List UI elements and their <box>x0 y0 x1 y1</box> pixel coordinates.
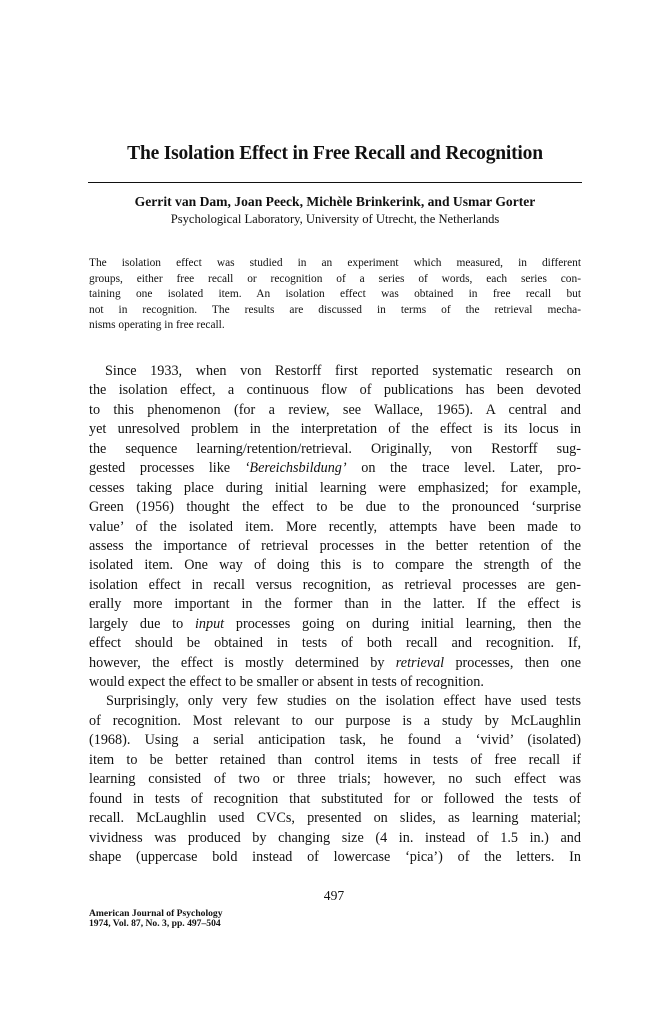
body-line: Surprisingly, only very few studies on the isolation effect have used tests <box>106 693 581 710</box>
body-line: cesses taking place during initial learning were emphasized; for example, <box>89 479 581 496</box>
abstract-line: The isolation effect was studied in an experiment which measured, in different <box>89 257 581 269</box>
journal-citation <box>89 909 223 929</box>
body-line: (1968). Using a serial anticipation task, he found a ‘vivid’ (isolated) <box>89 732 581 749</box>
body-line: Green (1956) thought the effect to be due to the pronounced ‘surprise <box>89 499 581 516</box>
body-line: shape (uppercase bold instead of lowercase ‘pica’) of the letters. In <box>89 848 581 865</box>
body-line: yet unresolved problem in the interpretation of the effect is its locus in <box>89 421 581 438</box>
body-line: vividness was produced by changing size (4 in. instead of 1.5 in.) and <box>89 829 581 846</box>
body-line: effect should be obtained in tests of both recall and recognition. If, <box>89 635 581 652</box>
italic-term: ‘Bereichsbildung’ <box>244 460 347 477</box>
body-line <box>89 459 581 478</box>
body-line: assess the importance of retrieval processes in the better retention of the <box>89 537 581 554</box>
abstract-line: taining one isolated item. An isolation effect was obtained in free recall but <box>89 288 581 301</box>
journal-volume: 1974, Vol. 87, No. 3, pp. 497–504 <box>89 918 221 929</box>
page-number: 497 <box>323 888 345 903</box>
body-line: the isolation effect, a continuous flow of publications has been devoted <box>89 382 581 399</box>
italic-term: retrieval <box>395 654 445 671</box>
body-line: value’ of the isolated item. More recently, attempts have been made to <box>89 518 581 535</box>
title-rule <box>88 182 582 183</box>
body-text-run: processes, then one <box>444 654 581 671</box>
body-line <box>89 615 581 634</box>
abstract-line: groups, either free recall or recognition of a series of words, each series con- <box>89 272 581 285</box>
body-text-run: largely due to <box>89 615 195 632</box>
body-text-run: however, the effect is mostly determined by <box>89 654 396 671</box>
body-line: erally more important in the former than in the latter. If the effect is <box>89 596 581 613</box>
journal-name: American Journal of Psychology <box>89 908 223 919</box>
body-line: isolated item. One way of doing this is to compare the strength of the <box>89 557 581 574</box>
body-line: item to be better retained than control items in tests of free recall if <box>89 751 581 768</box>
body-line: the sequence learning/retention/retrieval. Originally, von Restorff sug- <box>89 440 581 457</box>
abstract-line: not in recognition. The results are discussed in terms of the retrieval mecha- <box>89 303 581 316</box>
body-line: found in tests of recognition that substituted for or followed the tests of <box>89 790 581 807</box>
body-text-run: processes going on during initial learning, then the <box>224 615 581 632</box>
body-line: would expect the effect to be smaller or absent in tests of recognition. <box>89 674 484 690</box>
body-line: Since 1933, when von Restorff first reported systematic research on <box>105 363 581 379</box>
body-line: recall. McLaughlin used CVCs, presented on slides, as learning material; <box>89 810 581 827</box>
body-line: to this phenomenon (for a review, see Wallace, 1965). A central and <box>89 401 581 418</box>
body-line <box>89 654 581 673</box>
body-text <box>89 362 581 867</box>
paper-authors: Gerrit van Dam, Joan Peeck, Michèle Brinkerink, and Usmar Gorter <box>134 194 536 209</box>
paper-title: The Isolation Effect in Free Recall and Recognition <box>127 143 543 164</box>
abstract-line: nisms operating in free recall. <box>89 319 225 332</box>
abstract <box>89 256 581 334</box>
body-line: isolation effect in recall versus recognition, as retrieval processes are gen- <box>89 576 581 593</box>
paper-affiliation: Psychological Laboratory, University of Utrecht, the Netherlands <box>170 212 500 226</box>
italic-term: input <box>194 615 225 632</box>
body-text-run: gested processes like <box>89 460 245 477</box>
body-line: learning consisted of two or three trials; however, no such effect was <box>89 771 581 788</box>
body-line: of recognition. Most relevant to our purpose is a study by McLaughlin <box>89 712 581 729</box>
body-text-run: on the trace level. Later, pro- <box>346 460 581 477</box>
